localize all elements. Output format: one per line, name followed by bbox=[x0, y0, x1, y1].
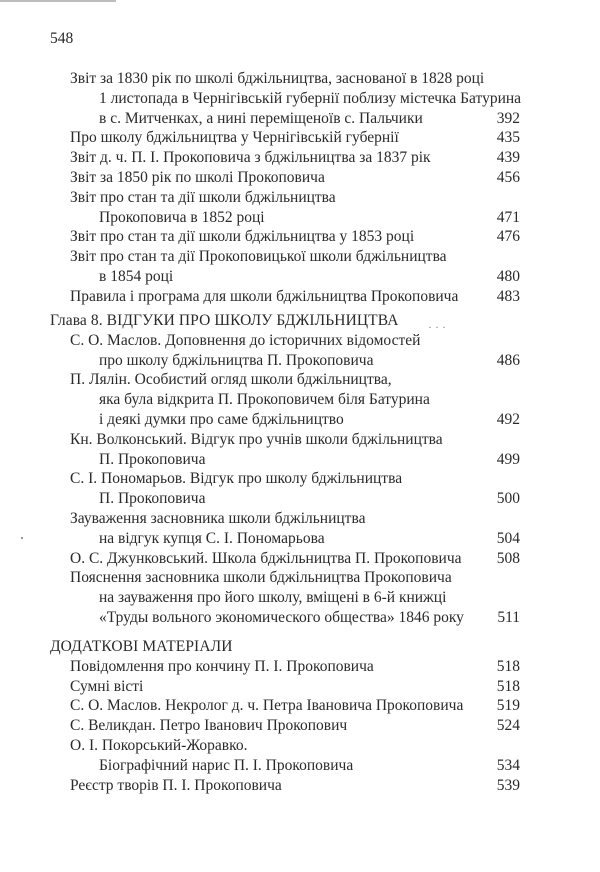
toc-entry-title[interactable]: Кн. Волконський. Відгук про учнів школи бджільництва bbox=[70, 430, 443, 448]
toc-entry-page-number[interactable]: 439 bbox=[496, 149, 520, 167]
toc-entry-title[interactable]: С. Великдан. Петро Іванович Прокопович bbox=[70, 717, 348, 735]
toc-entry-continuation[interactable]: про школу бджільництва П. Прокоповича bbox=[99, 351, 374, 369]
toc-entry-title[interactable]: Звіт д. ч. П. І. Прокоповича з бджільництва за 1837 рік bbox=[70, 149, 431, 167]
toc-entry-title[interactable]: О. С. Джунковський. Школа бджільництва П. Прокоповича bbox=[70, 549, 462, 567]
toc-entry-page-number[interactable]: 492 bbox=[496, 411, 520, 428]
toc-entry-title[interactable]: Правила і програма для школи бджільництва Прокоповича bbox=[70, 287, 459, 305]
toc-entry-title[interactable]: С. О. Маслов. Доповнення до історичних відомостей bbox=[70, 331, 421, 349]
toc-entry-page-number[interactable]: 483 bbox=[496, 287, 520, 305]
toc-entry-title[interactable]: Сумні вісті bbox=[70, 677, 144, 695]
scan-speck bbox=[21, 537, 23, 539]
top-edge-strip bbox=[0, 0, 116, 2]
toc-entry-page-number[interactable]: 471 bbox=[496, 208, 520, 226]
toc-entry-continuation[interactable]: і деякі думки про саме бджільництво bbox=[99, 411, 344, 428]
toc-entry-page-number[interactable]: 499 bbox=[496, 450, 520, 468]
page-number: 548 bbox=[50, 30, 74, 47]
toc-entry-continuation[interactable]: Прокоповича в 1852 році bbox=[99, 208, 265, 226]
toc-entry-page-number[interactable]: 534 bbox=[496, 756, 520, 774]
toc-entry-title[interactable]: О. І. Покорський-Жоравко. bbox=[70, 737, 248, 754]
toc-entry-title[interactable]: Зауваження засновника школи бджільництва bbox=[70, 510, 366, 527]
toc-entry-page-number[interactable]: 486 bbox=[496, 351, 520, 369]
toc-entry-title[interactable]: Пояснення засновника школи бджільництва Прокоповича bbox=[70, 569, 452, 587]
toc-entry-title[interactable]: Реєстр творів П. І. Прокоповича bbox=[70, 776, 282, 794]
toc-entry-continuation[interactable]: Біографічний нарис П. І. Прокоповича bbox=[99, 756, 354, 774]
toc-entry-title[interactable]: Звіт про стан та дії школи бджільництва bbox=[70, 188, 336, 206]
toc-entry-page-number[interactable]: 508 bbox=[496, 549, 520, 567]
section-heading: ДОДАТКОВІ МАТЕРІАЛИ bbox=[50, 638, 233, 655]
toc-entry-page-number[interactable]: 518 bbox=[496, 677, 520, 695]
toc-entry-page-number[interactable]: 511 bbox=[497, 609, 520, 626]
toc-entry-continuation[interactable]: 1 листопада в Чернігівській губернії поблизу містечка Батурина bbox=[99, 89, 522, 107]
toc-entry-page-number[interactable]: 480 bbox=[496, 268, 520, 285]
toc-entry-page-number[interactable]: 504 bbox=[496, 529, 520, 547]
toc-entry-title[interactable]: Звіт про стан та дії школи бджільництва у 1853 році bbox=[70, 228, 415, 246]
toc-entry-title[interactable]: Про школу бджільництва у Чернігівській губернії bbox=[70, 129, 399, 147]
toc-entry-continuation[interactable]: П. Прокоповича bbox=[99, 490, 206, 508]
toc-entry-page-number[interactable]: 435 bbox=[496, 129, 520, 147]
toc-entry-title[interactable]: С. І. Пономарьов. Відгук про школу бджільництва bbox=[70, 470, 403, 488]
toc-entry-page-number[interactable]: 392 bbox=[496, 109, 520, 127]
toc-entry-title[interactable]: Звіт за 1830 рік по школі бджільництва, заснованої в 1828 році bbox=[70, 70, 485, 87]
toc-entry-page-number[interactable]: 524 bbox=[496, 717, 520, 735]
toc-entry-title[interactable]: П. Лялін. Особистий огляд школи бджільництва, bbox=[70, 371, 392, 389]
toc-entry-title[interactable]: С. О. Маслов. Некролог д. ч. Петра Івановича Прокоповича bbox=[70, 697, 464, 715]
toc-entry-continuation[interactable]: в 1854 році bbox=[99, 268, 174, 285]
toc-entry-page-number[interactable]: 518 bbox=[496, 657, 520, 675]
toc-entry-continuation[interactable]: яка була відкрита П. Прокоповичем біля Батурина bbox=[99, 391, 430, 409]
toc-entry-continuation[interactable]: «Труды вольного экономического общества» 1846 року bbox=[99, 609, 464, 626]
toc-entry-continuation[interactable]: в с. Митченках, а нині переміщеноїв с. Пальчики bbox=[99, 109, 423, 127]
toc-entry-continuation[interactable]: на зауваження про його школу, вміщені в 6-й книжці bbox=[99, 589, 447, 607]
toc-entry-continuation[interactable]: на відгук купця С. І. Пономарьова bbox=[99, 529, 325, 547]
toc-entry-title[interactable]: Повідомлення про кончину П. І. Прокоповича bbox=[70, 657, 374, 675]
toc-entry-page-number[interactable]: 476 bbox=[496, 228, 520, 246]
toc-entry-title[interactable]: Звіт про стан та дії Прокоповицької школи бджільництва bbox=[70, 248, 447, 266]
toc-entry-page-number[interactable]: 456 bbox=[496, 169, 520, 186]
section-heading: Глава 8. ВІДГУКИ ПРО ШКОЛУ БДЖІЛЬНИЦТВА bbox=[50, 312, 399, 329]
toc-entry-page-number[interactable]: 539 bbox=[496, 776, 520, 794]
decorative-dots: · · · bbox=[428, 320, 446, 334]
toc-entry-page-number[interactable]: 500 bbox=[496, 490, 520, 508]
toc-entry-page-number[interactable]: 519 bbox=[496, 697, 520, 715]
toc-entry-continuation[interactable]: П. Прокоповича bbox=[99, 450, 206, 468]
toc-entry-title[interactable]: Звіт за 1850 рік по школі Прокоповича bbox=[70, 169, 325, 186]
